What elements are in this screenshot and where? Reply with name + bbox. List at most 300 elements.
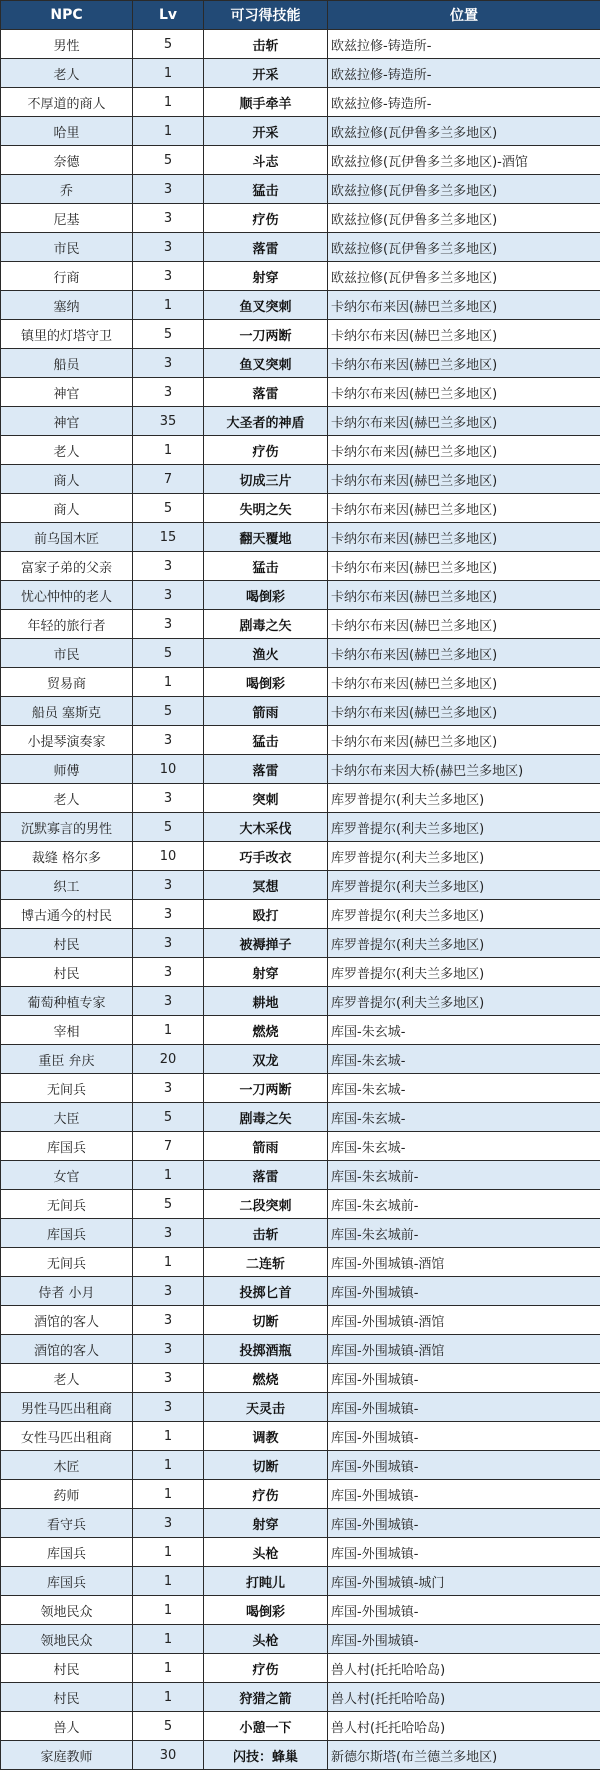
skill-cell: 开采	[204, 117, 328, 146]
skill-cell: 打盹儿	[204, 1567, 328, 1596]
npc-cell: 不厚道的商人	[1, 88, 133, 117]
npc-cell: 行商	[1, 262, 133, 291]
location-cell: 库国-外围城镇-	[328, 1422, 600, 1451]
skill-cell: 喝倒彩	[204, 581, 328, 610]
table-row	[1, 1219, 600, 1248]
table-row	[1, 204, 600, 233]
skill-cell: 斗志	[204, 146, 328, 175]
location-cell: 库罗普提尔(利夫兰多地区)	[328, 900, 600, 929]
location-cell: 卡纳尔布来因(赫巴兰多地区)	[328, 407, 600, 436]
table-row	[1, 1364, 600, 1393]
table-row	[1, 88, 600, 117]
lv-cell: 3	[133, 1393, 204, 1422]
location-cell: 欧兹拉修-铸造所-	[328, 88, 600, 117]
npc-cell: 领地民众	[1, 1596, 133, 1625]
lv-cell: 3	[133, 581, 204, 610]
lv-cell: 3	[133, 262, 204, 291]
npc-cell: 酒馆的客人	[1, 1335, 133, 1364]
lv-cell: 3	[133, 958, 204, 987]
location-cell: 欧兹拉修(瓦伊鲁多兰多地区)	[328, 117, 600, 146]
lv-cell: 3	[133, 175, 204, 204]
npc-cell: 兽人	[1, 1712, 133, 1741]
lv-cell: 1	[133, 117, 204, 146]
table-row	[1, 1016, 600, 1045]
skill-cell: 射穿	[204, 958, 328, 987]
table-row	[1, 1335, 600, 1364]
lv-cell: 3	[133, 1277, 204, 1306]
skill-cell: 击斩	[204, 1219, 328, 1248]
skill-cell: 调教	[204, 1422, 328, 1451]
table-row	[1, 1625, 600, 1654]
npc-cell: 库国兵	[1, 1567, 133, 1596]
location-cell: 新德尔斯塔(布兰德兰多地区)	[328, 1741, 600, 1770]
lv-cell: 5	[133, 494, 204, 523]
skill-cell: 二连斩	[204, 1248, 328, 1277]
npc-cell: 库国兵	[1, 1132, 133, 1161]
lv-cell: 1	[133, 668, 204, 697]
table-row	[1, 175, 600, 204]
lv-cell: 3	[133, 349, 204, 378]
npc-cell: 女官	[1, 1161, 133, 1190]
location-cell: 兽人村(托托哈哈岛)	[328, 1654, 600, 1683]
skill-cell: 疗伤	[204, 1480, 328, 1509]
lv-cell: 5	[133, 1712, 204, 1741]
table-row	[1, 1132, 600, 1161]
skill-cell: 切成三片	[204, 465, 328, 494]
skill-cell: 猛击	[204, 726, 328, 755]
table-row	[1, 1538, 600, 1567]
table-row	[1, 1741, 600, 1770]
npc-cell: 男性马匹出租商	[1, 1393, 133, 1422]
location-cell: 卡纳尔布来因(赫巴兰多地区)	[328, 552, 600, 581]
npc-cell: 看守兵	[1, 1509, 133, 1538]
lv-cell: 3	[133, 784, 204, 813]
npc-cell: 尼基	[1, 204, 133, 233]
npc-cell: 师傅	[1, 755, 133, 784]
lv-cell: 5	[133, 320, 204, 349]
location-cell: 卡纳尔布来因(赫巴兰多地区)	[328, 494, 600, 523]
table-row	[1, 1422, 600, 1451]
table-row	[1, 813, 600, 842]
table-row	[1, 291, 600, 320]
skill-cell: 投掷匕首	[204, 1277, 328, 1306]
lv-cell: 1	[133, 1422, 204, 1451]
npc-cell: 男性	[1, 30, 133, 59]
location-cell: 卡纳尔布来因(赫巴兰多地区)	[328, 465, 600, 494]
table-row	[1, 1306, 600, 1335]
skill-cell: 剧毒之矢	[204, 1103, 328, 1132]
npc-cell: 镇里的灯塔守卫	[1, 320, 133, 349]
location-cell: 库罗普提尔(利夫兰多地区)	[328, 987, 600, 1016]
skill-cell: 切断	[204, 1451, 328, 1480]
skill-cell: 鱼叉突刺	[204, 291, 328, 320]
npc-cell: 老人	[1, 436, 133, 465]
table-row	[1, 262, 600, 291]
skill-cell: 殴打	[204, 900, 328, 929]
skill-cell: 猛击	[204, 552, 328, 581]
location-cell: 库国-外围城镇-	[328, 1277, 600, 1306]
lv-cell: 7	[133, 1132, 204, 1161]
location-cell: 库国-朱玄城前-	[328, 1161, 600, 1190]
npc-cell: 忧心忡忡的老人	[1, 581, 133, 610]
npc-cell: 老人	[1, 784, 133, 813]
lv-cell: 3	[133, 610, 204, 639]
skill-cell: 切断	[204, 1306, 328, 1335]
location-cell: 库国-朱玄城-	[328, 1103, 600, 1132]
lv-cell: 35	[133, 407, 204, 436]
lv-cell: 1	[133, 1248, 204, 1277]
lv-cell: 10	[133, 842, 204, 871]
location-cell: 库罗普提尔(利夫兰多地区)	[328, 871, 600, 900]
table-row	[1, 523, 600, 552]
header-npc: NPC	[1, 1, 133, 30]
skill-cell: 头枪	[204, 1625, 328, 1654]
location-cell: 库国-外围城镇-城门	[328, 1567, 600, 1596]
npc-cell: 裁缝 格尔多	[1, 842, 133, 871]
location-cell: 库国-外围城镇-	[328, 1538, 600, 1567]
table-row	[1, 1654, 600, 1683]
npc-cell: 塞纳	[1, 291, 133, 320]
table-row	[1, 465, 600, 494]
skill-cell: 天灵击	[204, 1393, 328, 1422]
npc-cell: 小提琴演奏家	[1, 726, 133, 755]
location-cell: 库罗普提尔(利夫兰多地区)	[328, 958, 600, 987]
location-cell: 库国-外围城镇-	[328, 1451, 600, 1480]
location-cell: 欧兹拉修(瓦伊鲁多兰多地区)	[328, 233, 600, 262]
npc-cell: 前乌国木匠	[1, 523, 133, 552]
lv-cell: 3	[133, 871, 204, 900]
table-row	[1, 1161, 600, 1190]
table-row	[1, 726, 600, 755]
npc-cell: 村民	[1, 1654, 133, 1683]
npc-cell: 村民	[1, 929, 133, 958]
lv-cell: 3	[133, 900, 204, 929]
npc-cell: 家庭教师	[1, 1741, 133, 1770]
location-cell: 欧兹拉修-铸造所-	[328, 59, 600, 88]
lv-cell: 1	[133, 1538, 204, 1567]
skill-cell: 猛击	[204, 175, 328, 204]
npc-cell: 船员	[1, 349, 133, 378]
table-row	[1, 59, 600, 88]
npc-cell: 领地民众	[1, 1625, 133, 1654]
npc-cell: 侍者 小月	[1, 1277, 133, 1306]
skill-cell: 疗伤	[204, 1654, 328, 1683]
skill-cell: 冥想	[204, 871, 328, 900]
npc-cell: 大臣	[1, 1103, 133, 1132]
table-row	[1, 1277, 600, 1306]
npc-cell: 老人	[1, 59, 133, 88]
lv-cell: 3	[133, 1509, 204, 1538]
npc-cell: 乔	[1, 175, 133, 204]
table-row	[1, 494, 600, 523]
table-row	[1, 1683, 600, 1712]
table-row	[1, 552, 600, 581]
lv-cell: 1	[133, 1625, 204, 1654]
location-cell: 欧兹拉修(瓦伊鲁多兰多地区)	[328, 175, 600, 204]
table-row	[1, 668, 600, 697]
table-row	[1, 146, 600, 175]
location-cell: 欧兹拉修(瓦伊鲁多兰多地区)	[328, 204, 600, 233]
location-cell: 库国-朱玄城前-	[328, 1219, 600, 1248]
location-cell: 卡纳尔布来因(赫巴兰多地区)	[328, 291, 600, 320]
skill-cell: 鱼叉突刺	[204, 349, 328, 378]
npc-cell: 重臣 弁庆	[1, 1045, 133, 1074]
table-row	[1, 1596, 600, 1625]
table-row	[1, 1248, 600, 1277]
lv-cell: 3	[133, 1364, 204, 1393]
lv-cell: 3	[133, 233, 204, 262]
lv-cell: 1	[133, 1161, 204, 1190]
npc-cell: 市民	[1, 639, 133, 668]
location-cell: 卡纳尔布来因(赫巴兰多地区)	[328, 610, 600, 639]
lv-cell: 15	[133, 523, 204, 552]
skill-cell: 箭雨	[204, 1132, 328, 1161]
lv-cell: 1	[133, 1480, 204, 1509]
lv-cell: 5	[133, 697, 204, 726]
table-row	[1, 1567, 600, 1596]
table-row	[1, 755, 600, 784]
location-cell: 库国-朱玄城-	[328, 1132, 600, 1161]
table-row	[1, 1190, 600, 1219]
skill-cell: 失明之矢	[204, 494, 328, 523]
lv-cell: 3	[133, 1219, 204, 1248]
location-cell: 兽人村(托托哈哈岛)	[328, 1683, 600, 1712]
lv-cell: 3	[133, 1306, 204, 1335]
lv-cell: 3	[133, 378, 204, 407]
skill-cell: 喝倒彩	[204, 1596, 328, 1625]
skill-cell: 二段突刺	[204, 1190, 328, 1219]
skill-cell: 双龙	[204, 1045, 328, 1074]
npc-cell: 哈里	[1, 117, 133, 146]
lv-cell: 1	[133, 1654, 204, 1683]
table-row	[1, 320, 600, 349]
npc-cell: 沉默寡言的男性	[1, 813, 133, 842]
location-cell: 卡纳尔布来因(赫巴兰多地区)	[328, 320, 600, 349]
npc-cell: 市民	[1, 233, 133, 262]
location-cell: 库国-朱玄城-	[328, 1045, 600, 1074]
npc-cell: 织工	[1, 871, 133, 900]
npc-cell: 女性马匹出租商	[1, 1422, 133, 1451]
npc-cell: 年轻的旅行者	[1, 610, 133, 639]
lv-cell: 5	[133, 1190, 204, 1219]
skill-cell: 射穿	[204, 262, 328, 291]
lv-cell: 20	[133, 1045, 204, 1074]
npc-cell: 神官	[1, 407, 133, 436]
skill-cell: 被褥掸子	[204, 929, 328, 958]
location-cell: 欧兹拉修-铸造所-	[328, 30, 600, 59]
skill-cell: 射穿	[204, 1509, 328, 1538]
location-cell: 库国-外围城镇-	[328, 1480, 600, 1509]
lv-cell: 3	[133, 552, 204, 581]
skill-cell: 燃烧	[204, 1364, 328, 1393]
header-skill: 可习得技能	[204, 1, 328, 30]
skill-cell: 落雷	[204, 1161, 328, 1190]
location-cell: 库国-外围城镇-	[328, 1625, 600, 1654]
skill-cell: 突刺	[204, 784, 328, 813]
lv-cell: 3	[133, 929, 204, 958]
table-header-row	[1, 1, 600, 30]
skill-cell: 巧手改衣	[204, 842, 328, 871]
skill-cell: 小憩一下	[204, 1712, 328, 1741]
lv-cell: 5	[133, 146, 204, 175]
table-row	[1, 1045, 600, 1074]
table-row	[1, 1509, 600, 1538]
lv-cell: 30	[133, 1741, 204, 1770]
location-cell: 卡纳尔布来因(赫巴兰多地区)	[328, 639, 600, 668]
location-cell: 卡纳尔布来因(赫巴兰多地区)	[328, 697, 600, 726]
npc-cell: 宰相	[1, 1016, 133, 1045]
skill-cell: 箭雨	[204, 697, 328, 726]
table-row	[1, 233, 600, 262]
lv-cell: 1	[133, 1567, 204, 1596]
skill-cell: 落雷	[204, 233, 328, 262]
lv-cell: 7	[133, 465, 204, 494]
lv-cell: 3	[133, 1074, 204, 1103]
npc-cell: 无间兵	[1, 1190, 133, 1219]
location-cell: 库国-朱玄城-	[328, 1074, 600, 1103]
table-row	[1, 1451, 600, 1480]
lv-cell: 10	[133, 755, 204, 784]
npc-cell: 贸易商	[1, 668, 133, 697]
table-row	[1, 929, 600, 958]
lv-cell: 1	[133, 59, 204, 88]
table-row	[1, 436, 600, 465]
skill-cell: 喝倒彩	[204, 668, 328, 697]
location-cell: 库国-朱玄城前-	[328, 1190, 600, 1219]
table-row	[1, 349, 600, 378]
lv-cell: 5	[133, 639, 204, 668]
skill-cell: 渔火	[204, 639, 328, 668]
npc-cell: 葡萄种植专家	[1, 987, 133, 1016]
skill-cell: 投掷酒瓶	[204, 1335, 328, 1364]
lv-cell: 3	[133, 204, 204, 233]
location-cell: 库国-外围城镇-	[328, 1596, 600, 1625]
lv-cell: 3	[133, 1335, 204, 1364]
table-row	[1, 30, 600, 59]
npc-cell: 库国兵	[1, 1219, 133, 1248]
location-cell: 欧兹拉修(瓦伊鲁多兰多地区)-酒馆	[328, 146, 600, 175]
lv-cell: 5	[133, 1103, 204, 1132]
table-row	[1, 987, 600, 1016]
skill-cell: 大圣者的神盾	[204, 407, 328, 436]
location-cell: 卡纳尔布来因(赫巴兰多地区)	[328, 378, 600, 407]
location-cell: 欧兹拉修(瓦伊鲁多兰多地区)	[328, 262, 600, 291]
location-cell: 库罗普提尔(利夫兰多地区)	[328, 929, 600, 958]
location-cell: 卡纳尔布来因大桥(赫巴兰多地区)	[328, 755, 600, 784]
lv-cell: 3	[133, 987, 204, 1016]
skill-cell: 一刀两断	[204, 320, 328, 349]
skill-cell: 落雷	[204, 755, 328, 784]
npc-cell: 无间兵	[1, 1074, 133, 1103]
npc-cell: 无间兵	[1, 1248, 133, 1277]
table-row	[1, 1712, 600, 1741]
lv-cell: 1	[133, 88, 204, 117]
npc-cell: 村民	[1, 1683, 133, 1712]
location-cell: 库罗普提尔(利夫兰多地区)	[328, 813, 600, 842]
table-row	[1, 117, 600, 146]
lv-cell: 1	[133, 1451, 204, 1480]
npc-cell: 老人	[1, 1364, 133, 1393]
skill-cell: 顺手牵羊	[204, 88, 328, 117]
skill-cell: 开采	[204, 59, 328, 88]
location-cell: 卡纳尔布来因(赫巴兰多地区)	[328, 726, 600, 755]
location-cell: 卡纳尔布来因(赫巴兰多地区)	[328, 349, 600, 378]
table-row	[1, 842, 600, 871]
location-cell: 卡纳尔布来因(赫巴兰多地区)	[328, 436, 600, 465]
location-cell: 库国-外围城镇-酒馆	[328, 1306, 600, 1335]
table-row	[1, 1074, 600, 1103]
npc-cell: 商人	[1, 465, 133, 494]
skill-cell: 头枪	[204, 1538, 328, 1567]
lv-cell: 5	[133, 30, 204, 59]
lv-cell: 1	[133, 1596, 204, 1625]
npc-cell: 库国兵	[1, 1538, 133, 1567]
table-row	[1, 958, 600, 987]
location-cell: 库国-朱玄城-	[328, 1016, 600, 1045]
header-lv: Lv	[133, 1, 204, 30]
location-cell: 库国-外围城镇-	[328, 1393, 600, 1422]
table-row	[1, 639, 600, 668]
lv-cell: 5	[133, 813, 204, 842]
table-row	[1, 378, 600, 407]
npc-cell: 船员 塞斯克	[1, 697, 133, 726]
npc-cell: 博古通今的村民	[1, 900, 133, 929]
location-cell: 库罗普提尔(利夫兰多地区)	[328, 784, 600, 813]
skill-cell: 疗伤	[204, 436, 328, 465]
header-location: 位置	[328, 1, 600, 30]
skill-cell: 大木采伐	[204, 813, 328, 842]
table-row	[1, 697, 600, 726]
skill-cell: 闪技：蜂巢	[204, 1741, 328, 1770]
npc-cell: 木匠	[1, 1451, 133, 1480]
npc-cell: 神官	[1, 378, 133, 407]
table-row	[1, 407, 600, 436]
skill-cell: 翻天覆地	[204, 523, 328, 552]
npc-cell: 酒馆的客人	[1, 1306, 133, 1335]
table-row	[1, 900, 600, 929]
table-row	[1, 871, 600, 900]
location-cell: 库罗普提尔(利夫兰多地区)	[328, 842, 600, 871]
npc-cell: 商人	[1, 494, 133, 523]
npc-cell: 富家子弟的父亲	[1, 552, 133, 581]
lv-cell: 1	[133, 1683, 204, 1712]
skill-cell: 狩猎之箭	[204, 1683, 328, 1712]
table-row	[1, 784, 600, 813]
lv-cell: 1	[133, 436, 204, 465]
npc-cell: 奈德	[1, 146, 133, 175]
table-body	[1, 30, 600, 1770]
skill-cell: 剧毒之矢	[204, 610, 328, 639]
location-cell: 卡纳尔布来因(赫巴兰多地区)	[328, 581, 600, 610]
lv-cell: 1	[133, 1016, 204, 1045]
skill-cell: 击斩	[204, 30, 328, 59]
location-cell: 兽人村(托托哈哈岛)	[328, 1712, 600, 1741]
lv-cell: 1	[133, 291, 204, 320]
table-row	[1, 610, 600, 639]
table-row	[1, 1103, 600, 1132]
lv-cell: 3	[133, 726, 204, 755]
table-row	[1, 1480, 600, 1509]
table-row	[1, 581, 600, 610]
skill-cell: 燃烧	[204, 1016, 328, 1045]
location-cell: 库国-外围城镇-	[328, 1364, 600, 1393]
npc-cell: 药师	[1, 1480, 133, 1509]
skill-cell: 一刀两断	[204, 1074, 328, 1103]
skill-cell: 耕地	[204, 987, 328, 1016]
location-cell: 库国-外围城镇-	[328, 1509, 600, 1538]
table-row	[1, 1393, 600, 1422]
location-cell: 卡纳尔布来因(赫巴兰多地区)	[328, 523, 600, 552]
